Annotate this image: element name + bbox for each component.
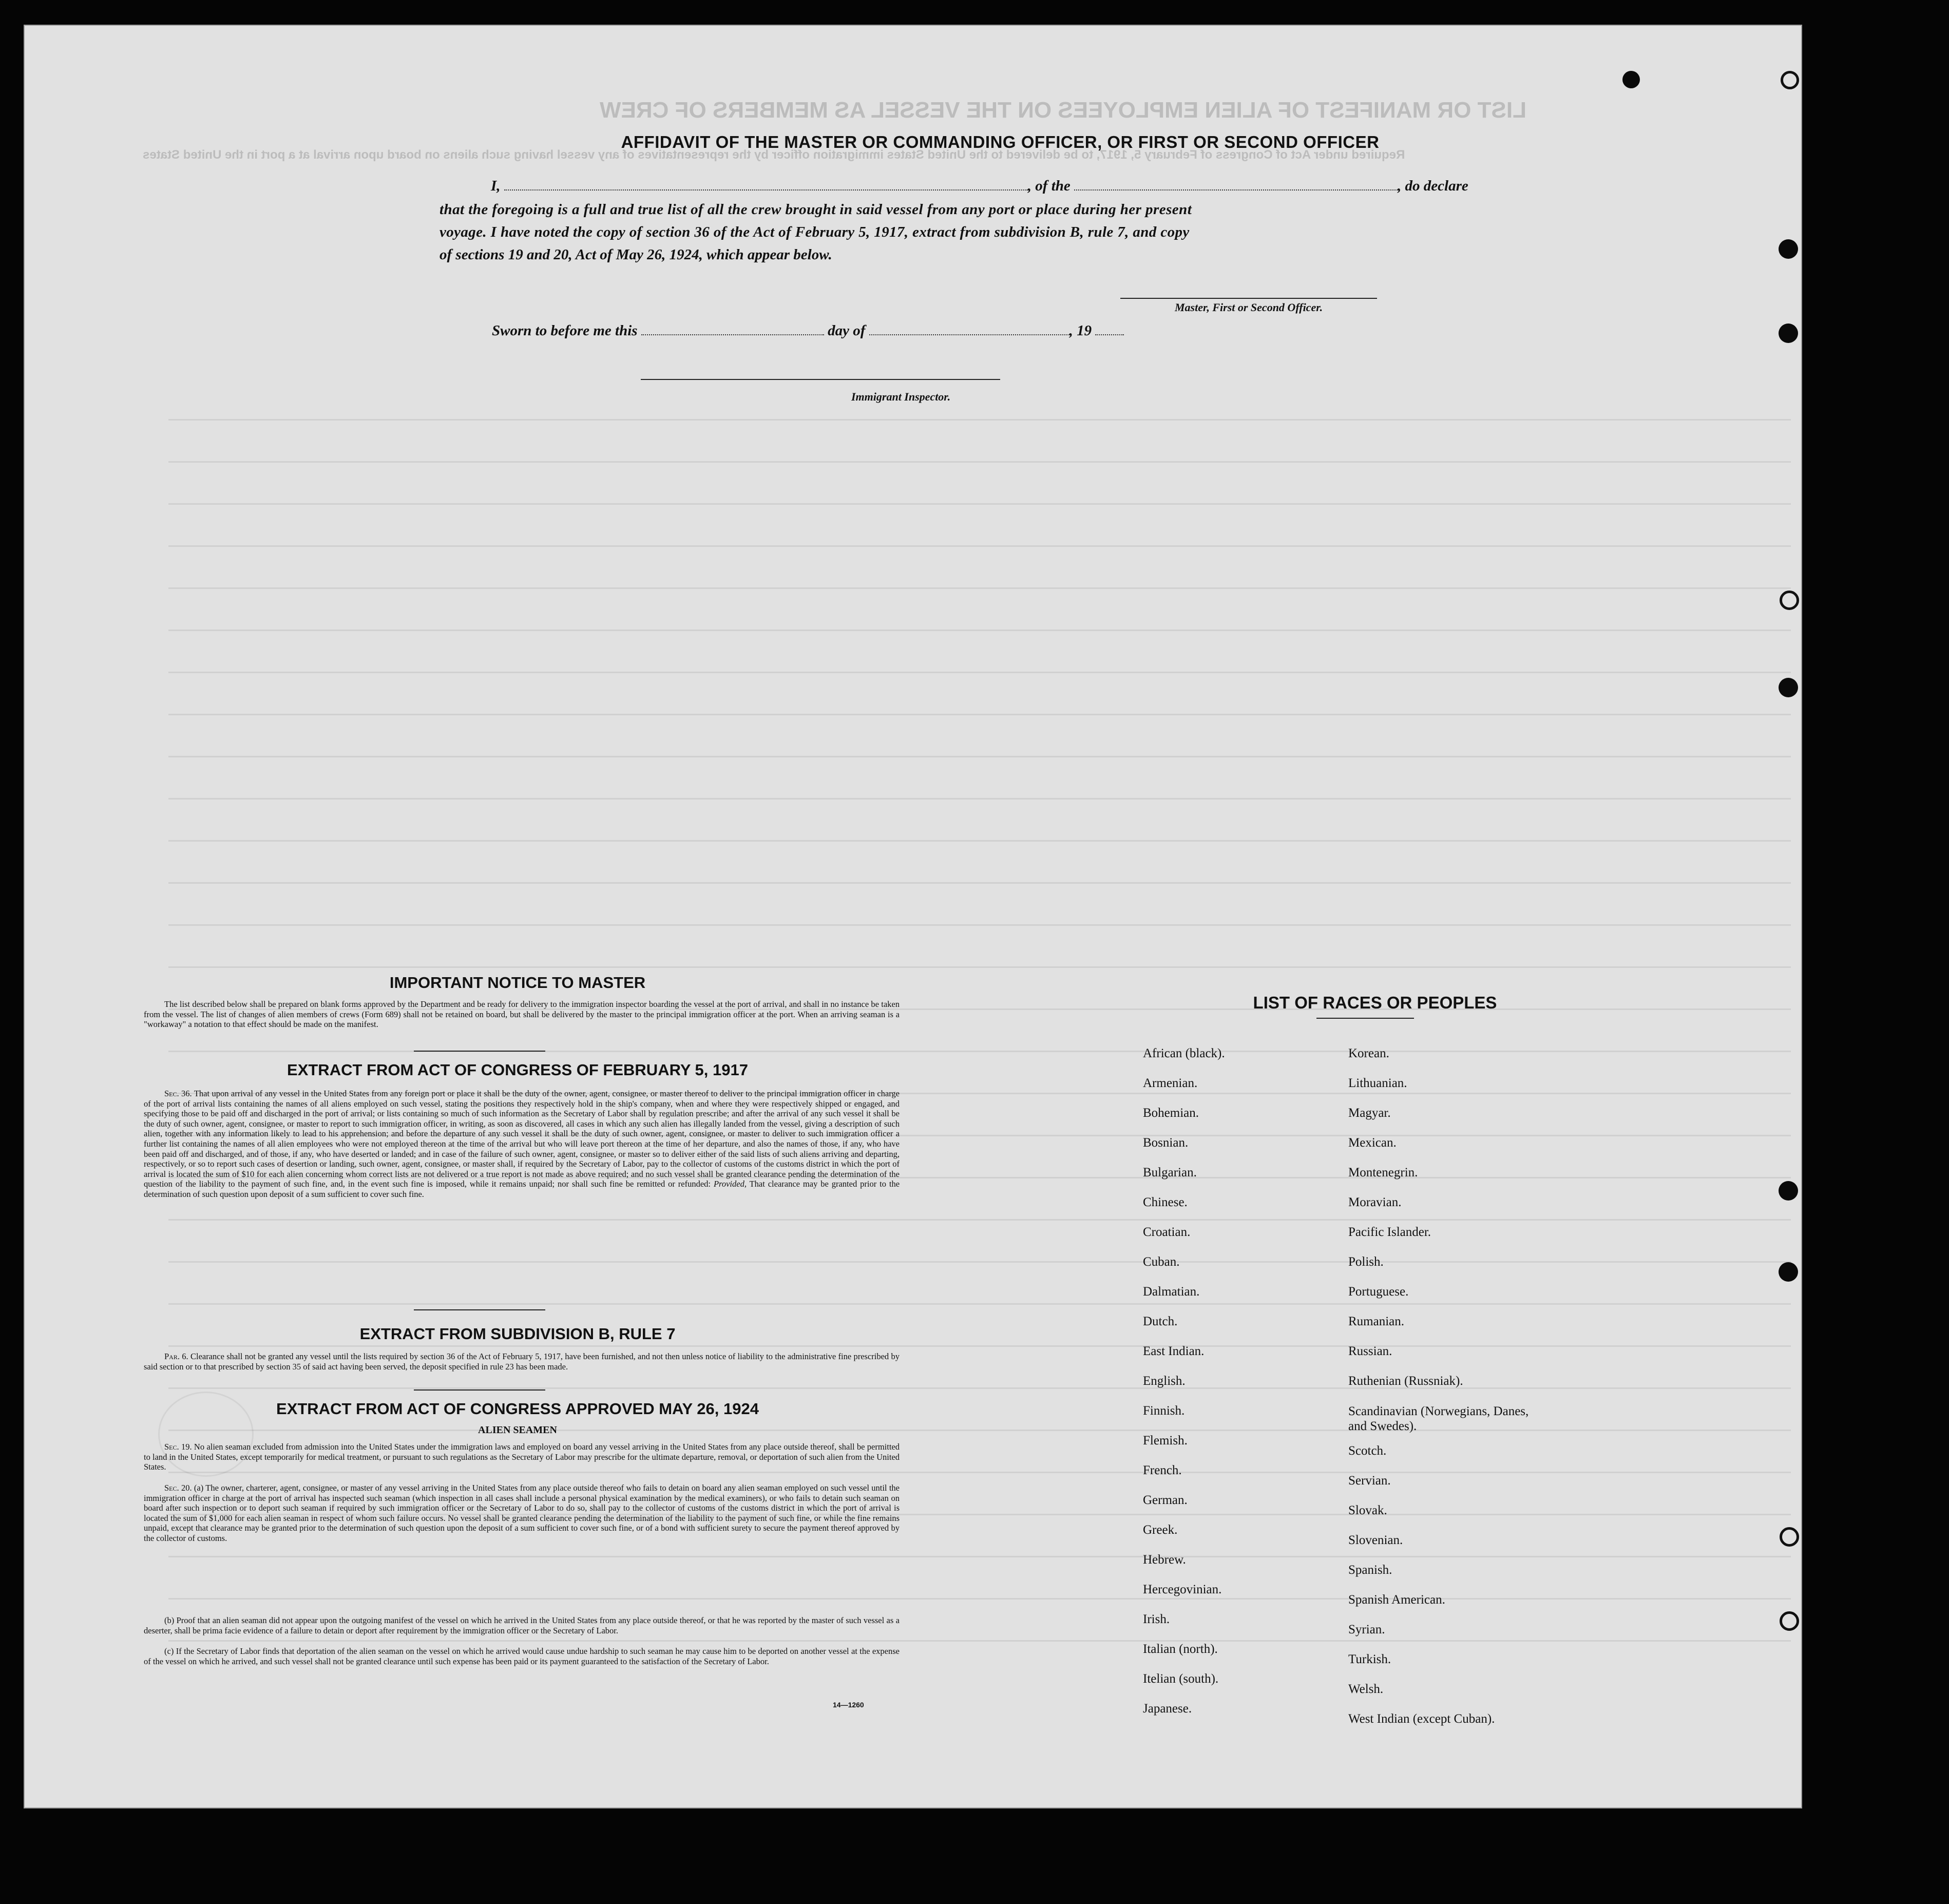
extract-1917-text — [144, 1089, 900, 1199]
race-item: French. — [1143, 1463, 1182, 1477]
race-item: Korean. — [1348, 1046, 1389, 1060]
race-item: Cuban. — [1143, 1255, 1180, 1269]
affidavit-line-4: of sections 19 and 20, Act of May 26, 1924, which appear below. — [440, 246, 832, 263]
extract-1924-title: EXTRACT FROM ACT OF CONGRESS APPROVED MAY 26, 1924 — [276, 1400, 759, 1418]
race-item: Dalmatian. — [1143, 1285, 1200, 1299]
affidavit-title: AFFIDAVIT OF THE MASTER OR COMMANDING OFFICER, OR FIRST OR SECOND OFFICER — [621, 132, 1380, 151]
sec-19-label: Sec. 19. — [164, 1442, 192, 1452]
race-item: Turkish. — [1348, 1652, 1391, 1666]
race-item: Scotch. — [1348, 1444, 1387, 1458]
affidavit-of-the-label: , of the — [1027, 178, 1071, 194]
affidavit-i-label: I, — [491, 178, 501, 194]
race-item: English. — [1143, 1374, 1186, 1388]
alien-seamen-subtitle: ALIEN SEAMEN — [478, 1424, 557, 1436]
race-item: Armenian. — [1143, 1076, 1198, 1090]
sec-20a-body: (a) The owner, charterer, agent, consignee, or master of any vessel arriving in the United States from any place outside thereof who fails to detain on board any alien seaman employed on such vessel until the immigration officer in charge at the port of arrival has inspected such seaman (which inspection in all cases shall include a personal physical examination by the medical examiners), or who fails to detain such seaman on board after such inspection or to deport such seaman if required by such immigration officer or the Secretary of Labor to do so, shall pay to the collector of customs of the customs district in which the port of arrival is located the sum of $1,000 for each alien seaman in respect of whom such failure occurs. No vessel shall be granted clearance pending the determination of the liability to the payment of such fine, or while the fine remains unpaid, except that clearance may be granted prior to the determination of such question upon the deposit of a sum sufficient to cover such fine, or of a bond with sufficient surety to secure the payment thereof approved by the collector of customs. — [144, 1483, 900, 1543]
section-divider — [414, 1051, 545, 1052]
race-item: Rumanian. — [1348, 1315, 1405, 1328]
binder-hole — [1779, 1181, 1798, 1201]
race-item: Itelian (south). — [1143, 1672, 1219, 1686]
race-item: Italian (north). — [1143, 1642, 1218, 1656]
race-item: Finnish. — [1143, 1404, 1185, 1418]
sec-36-end: That clearance may be granted prior to the determination of such question upon deposit of a sum sufficient to cover such fine. — [144, 1179, 900, 1199]
race-item: Irish. — [1143, 1612, 1170, 1626]
bleed-through-heading: LIST OR MANIFEST OF ALIEN EMPLOYEES ON THE VESSEL AS MEMBERS OF CREW — [600, 98, 1526, 123]
sworn-line — [492, 322, 1124, 339]
affidavit-line-2: that the foregoing is a full and true list of all the crew brought in said vessel from any port or place during her present — [440, 201, 1192, 218]
race-item: Hercegovinian. — [1143, 1583, 1222, 1596]
par-6-label: Par. 6. — [164, 1351, 188, 1361]
race-item: Magyar. — [1348, 1106, 1391, 1120]
race-item: Slovak. — [1348, 1503, 1387, 1517]
affidavit-declaration-line — [491, 178, 1468, 195]
extract-1917-title: EXTRACT FROM ACT OF CONGRESS OF FEBRUARY 5, 1917 — [287, 1061, 748, 1079]
race-item: Chinese. — [1143, 1195, 1188, 1209]
section-divider — [414, 1389, 545, 1391]
race-item: Dutch. — [1143, 1315, 1178, 1328]
binder-hole — [1780, 591, 1799, 610]
sec-36-body: That upon arrival of any vessel in the United States from any foreign port or place it shall be the duty of the owner, agent, consignee, or master thereof to deliver to the principal immigration officer in charge of the port of arrival lists containing the names of all aliens employed on such vessel, stating the positions they respectively hold in the ship's company, when and where they were respectively shipped or engaged, and specifying those to be paid off and discharged in the port of arrival; or lists containing so much of such information as the Secretary of Labor shall by regulation prescribe; and after the arrival of any such vessel it shall be the duty of such owner, agent, consignee, or master to report to such immigration officer, in writing, as soon as discovered, all cases in which any such alien has illegally landed from the vessel, giving a description of such alien, together with any information likely to lead to his apprehension; and before the departure of any such vessel it shall be the duty of such owner, agent, consignee, or master to deliver to such immigration officer a further list containing the names of all alien employees who were not employed thereon at the time of the arrival but who will leave port thereon at the time of her departure, and also the names of those, if any, who have been paid off and discharged, and of those, if any, who have deserted or landed; and in case of the failure of such owner, agent, consignee, or master so to deliver either of the said lists of such aliens arriving and departing, respectively, or so to report such cases of desertion or landing, such owner, agent, consignee, or master shall, if required by the Secretary of Labor, pay to the collector of customs of the customs district in which the port of arrival is located the sum of $10 for each alien concerning whom correct lists are not delivered or a true report is not made as above required; and no such vessel shall be granted clearance pending the determination of the question of the liability to the payment of such fine, and, in the event such fine is imposed, while it remains unpaid; nor shall such fine be remitted or refunded: — [144, 1089, 900, 1189]
sworn-label: Sworn to before me this — [492, 322, 638, 339]
affidavit-do-declare-label: , do declare — [1398, 178, 1468, 194]
notice-title: IMPORTANT NOTICE TO MASTER — [389, 974, 646, 992]
race-item: East Indian. — [1143, 1344, 1205, 1358]
race-item: Syrian. — [1348, 1623, 1385, 1636]
race-item: German. — [1143, 1493, 1188, 1507]
master-signature-line[interactable] — [1120, 298, 1377, 299]
race-item: Montenegrin. — [1348, 1166, 1418, 1179]
inspector-signature-line[interactable] — [641, 379, 1000, 380]
race-item: Ruthenian (Russniak). — [1348, 1374, 1463, 1388]
extract-rule7-text — [144, 1351, 900, 1372]
race-item: Moravian. — [1348, 1195, 1402, 1209]
vessel-name-blank[interactable] — [1074, 189, 1398, 191]
race-item: Servian. — [1348, 1474, 1391, 1488]
binder-hole — [1780, 1527, 1799, 1547]
race-item: African (black). — [1143, 1046, 1225, 1060]
sec-19-text — [144, 1442, 900, 1472]
manifest-page — [24, 25, 1802, 1808]
race-item: Slovenian. — [1348, 1533, 1403, 1547]
binder-hole — [1779, 1262, 1798, 1282]
races-title-rule — [1316, 1018, 1414, 1019]
bleed-through-subheading: Required under Act of Congress of February 5, 1917, to be delivered to the United States immigration officer by the representatives of any vessel having such aliens on board upon arrival at a port in the United States — [143, 148, 1405, 162]
sworn-day-blank[interactable] — [641, 334, 824, 335]
race-item: Bosnian. — [1143, 1136, 1189, 1150]
sec-36-label: Sec. 36. — [164, 1089, 192, 1098]
inspector-signature-label: Immigrant Inspector. — [851, 390, 951, 403]
par-6-body: Clearance shall not be granted any vessel until the lists required by section 36 of the Act of February 5, 1917, have been furnished, and not then unless notice of liability to the administrative fine prescribed by said section or to that prescribed by section 35 of said act having been served, the deposit specified in rule 23 has been made. — [144, 1351, 900, 1372]
race-item: Greek. — [1143, 1523, 1178, 1537]
binder-hole — [1780, 1611, 1799, 1631]
binder-hole — [1781, 71, 1799, 89]
sworn-year-blank[interactable] — [1095, 334, 1124, 335]
race-item: Spanish American. — [1348, 1593, 1445, 1607]
proviso-word: Provided, — [713, 1179, 747, 1189]
race-item: Portuguese. — [1348, 1285, 1409, 1299]
sec-20b-text: (b) Proof that an alien seaman did not appear upon the outgoing manifest of the vessel on which he arrived in the United States from any place outside thereof, or that he was reported by the master of such vessel as a deserter, shall be prima facie evidence of a failure to detain or deport after requirement by the immigration officer or the Secretary of Labor. — [144, 1615, 900, 1635]
sec-19-body: No alien seaman excluded from admission into the United States under the immigration laws and employed on board any vessel arriving in the United States from any place outside thereof, shall be permitted to land in the United States, except temporarily for medical treatment, or pursuant to such regulations as the Secretary of Labor may prescribe for the ultimate departure, removal, or deportation of such alien from the United States. — [144, 1442, 900, 1472]
race-item: Mexican. — [1348, 1136, 1397, 1150]
sec-20a-text — [144, 1483, 900, 1544]
race-item: Spanish. — [1348, 1563, 1392, 1577]
race-item: Croatian. — [1143, 1225, 1191, 1239]
sec-20c-text: (c) If the Secretary of Labor finds that deportation of the alien seaman on the vessel on which he arrived would cause undue hardship to such seaman he may cause him to be deported on another vessel at the expense of the vessel on which he arrived, and such vessel shall not be granted clearance until such expense has been paid or its payment guaranteed to the satisfaction of the Secretary of Labor. — [144, 1646, 900, 1666]
race-item: Polish. — [1348, 1255, 1384, 1269]
binder-hole — [1622, 71, 1640, 88]
notice-text: The list described below shall be prepared on blank forms approved by the Department and be ready for delivery to the immigration inspector boarding the vessel at the port of arrival, and shall in no instance be taken from the vessel. The list of changes of alien members of crews (Form 689) shall not be retained on board, but shall be delivered by the master to the principal immigration officer at the port. When an arriving seaman is a "workaway" a notation to that effect should be made on the manifest. — [144, 999, 900, 1030]
race-item: Lithuanian. — [1348, 1076, 1407, 1090]
master-name-blank[interactable] — [504, 189, 1028, 191]
master-signature-label: Master, First or Second Officer. — [1175, 301, 1323, 314]
binder-hole — [1779, 678, 1798, 697]
extract-rule7-title: EXTRACT FROM SUBDIVISION B, RULE 7 — [359, 1325, 676, 1343]
race-item: Scandinavian (Norwegians, Danes, and Swedes). — [1348, 1404, 1529, 1433]
binder-hole — [1779, 323, 1798, 343]
race-item: West Indian (except Cuban). — [1348, 1712, 1495, 1726]
race-item: Japanese. — [1143, 1702, 1192, 1716]
sec-20-label: Sec. 20. — [164, 1483, 192, 1493]
race-item: Flemish. — [1143, 1434, 1188, 1448]
race-item: Bulgarian. — [1143, 1166, 1197, 1179]
races-title: LIST OF RACES OR PEOPLES — [1253, 993, 1497, 1012]
affidavit-line-3: voyage. I have noted the copy of section 36 of the Act of February 5, 1917, extract from subdivision B, rule 7, and copy — [440, 224, 1190, 240]
race-item: Welsh. — [1348, 1682, 1384, 1696]
sworn-month-blank[interactable] — [869, 334, 1069, 335]
section-divider — [414, 1309, 545, 1310]
race-item: Bohemian. — [1143, 1106, 1199, 1120]
binder-hole — [1779, 239, 1798, 259]
race-item: Russian. — [1348, 1344, 1392, 1358]
race-item: Hebrew. — [1143, 1553, 1186, 1567]
sworn-year-label: , 19 — [1069, 322, 1092, 339]
form-number: 14—1260 — [833, 1701, 864, 1709]
race-item: Pacific Islander. — [1348, 1225, 1431, 1239]
sworn-day-of-label: day of — [828, 322, 866, 339]
